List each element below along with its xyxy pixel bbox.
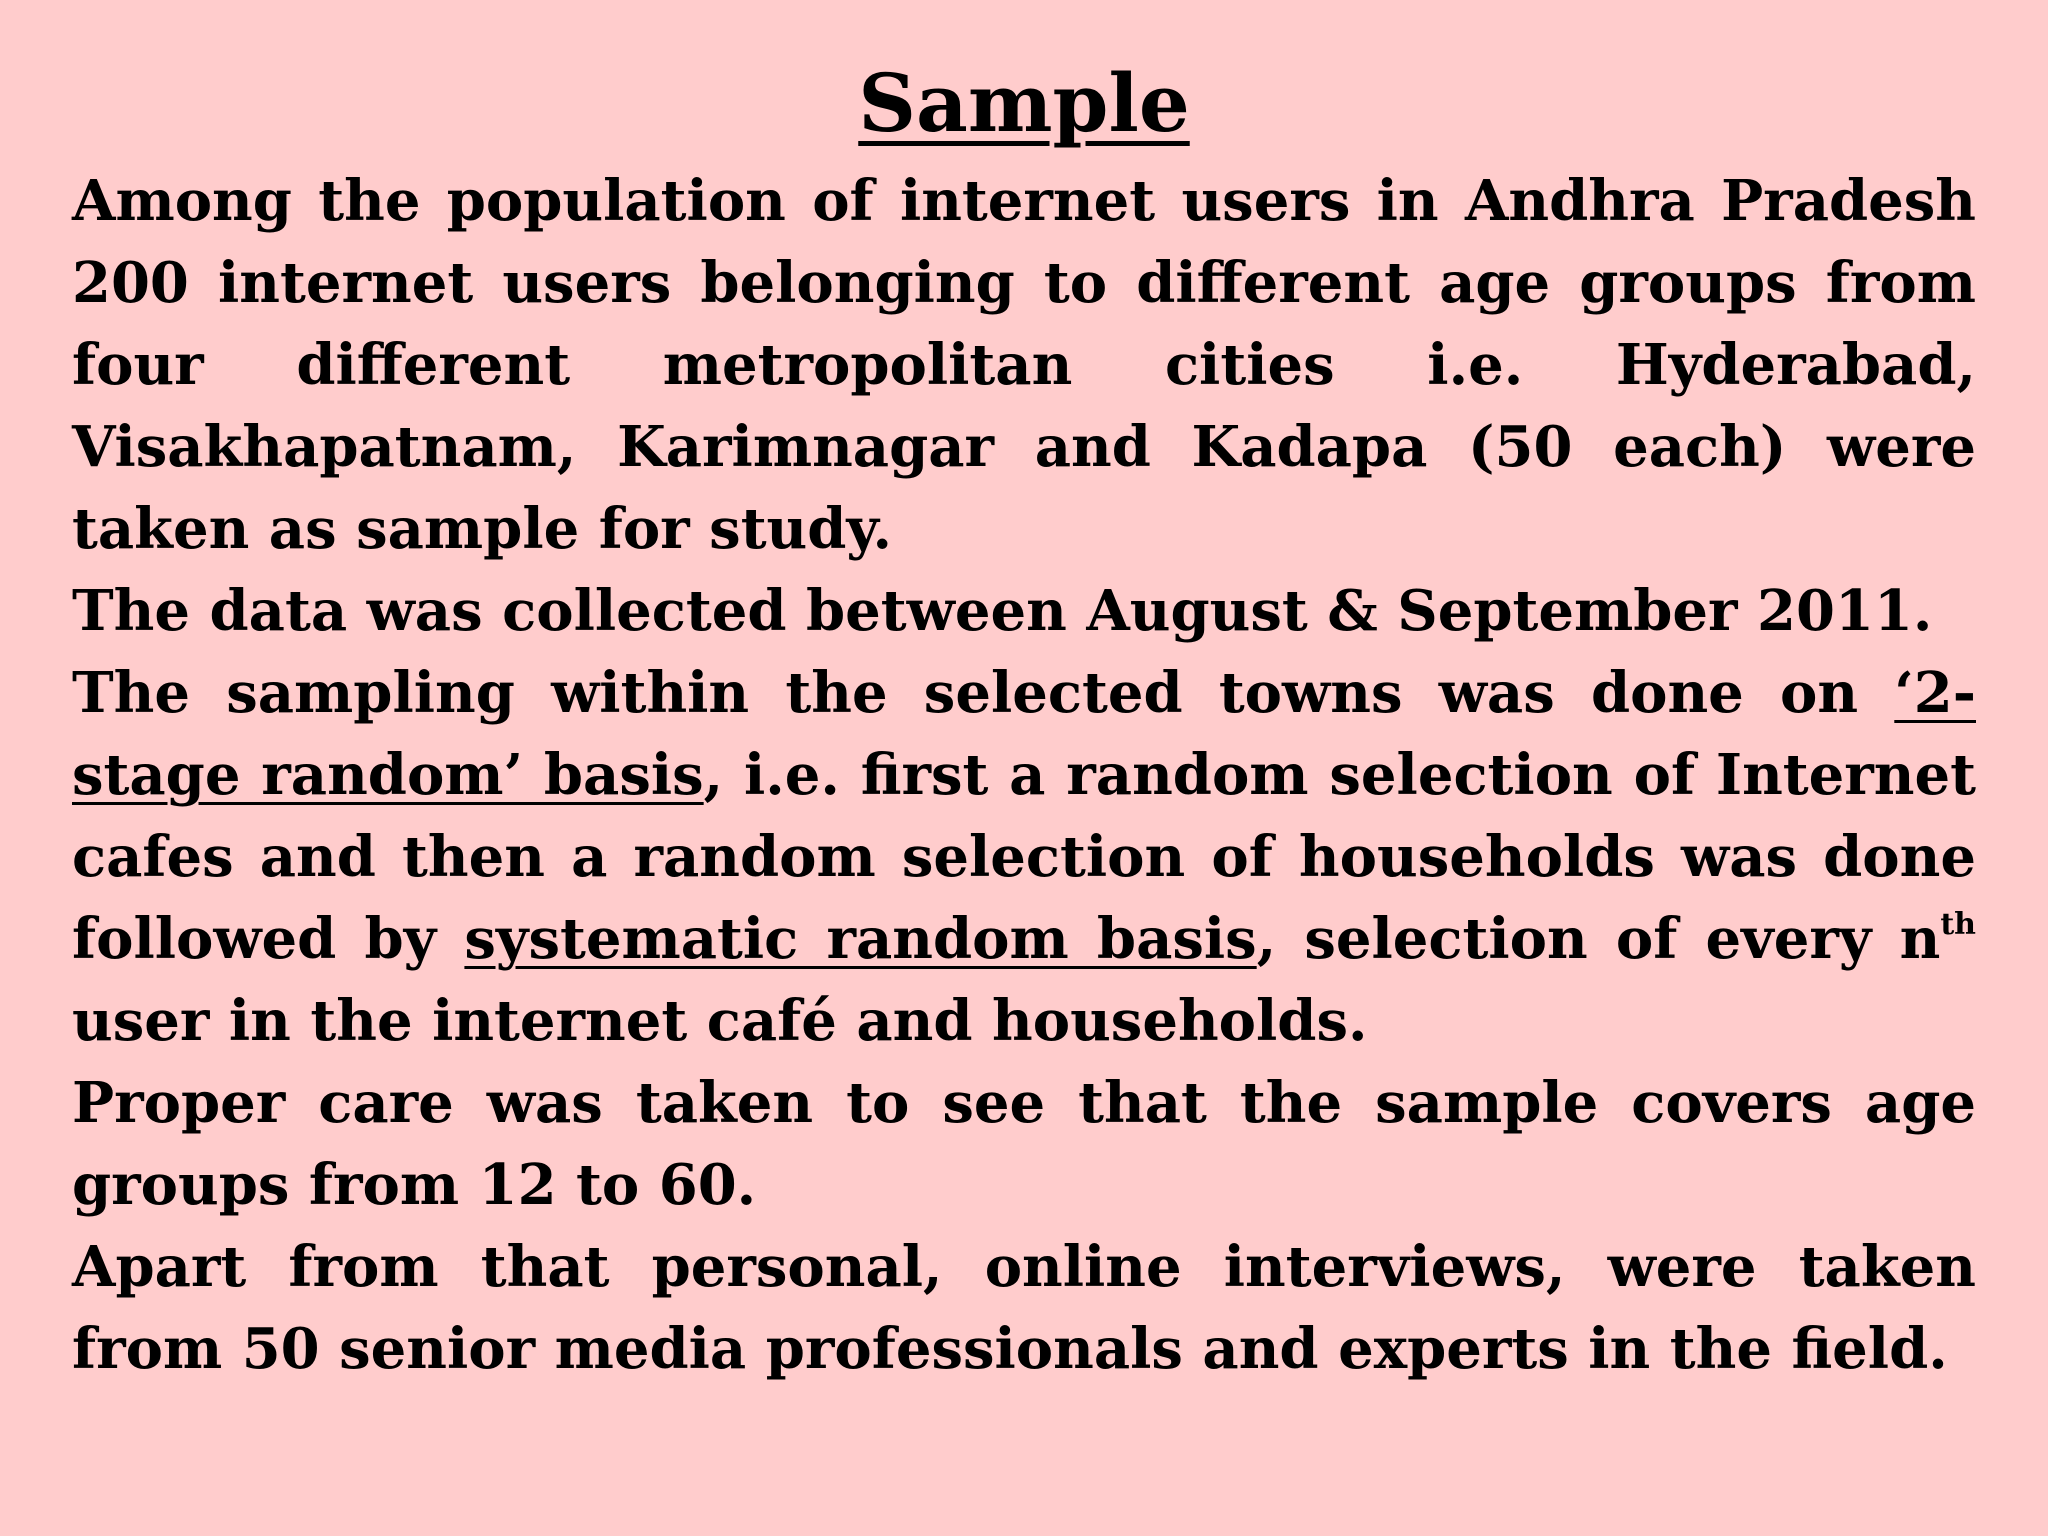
slide-body: [72, 160, 1976, 1390]
slide-title-text: Sample: [858, 56, 1190, 150]
paragraph-data-collection: The data was collected between August & September 2011.: [72, 578, 1933, 644]
systematic-random-basis-text: systematic random basis: [464, 906, 1257, 972]
sampling-text-2: , i.e. first a random selection of Internet cafes and then a random selection of households was done followed by: [72, 742, 1976, 972]
paragraph-sampling-method: [72, 652, 1976, 1062]
sampling-text-4: user in the internet café and households.: [72, 988, 1368, 1054]
paragraph-population: Among the population of internet users in Andhra Pradesh 200 internet users belonging to different age groups from four different metropolitan cities i.e. Hyderabad, Visakhapatnam, Karimnagar and Kadapa (50 each) were taken as sample for study.: [72, 168, 1976, 562]
paragraph-interviews: Apart from that personal, online interviews, were taken from 50 senior media professionals and experts in the field.: [72, 1234, 1976, 1382]
nth-superscript: th: [1940, 907, 1976, 942]
slide-title: [72, 48, 1976, 156]
sampling-text-3: , selection of every n: [1256, 906, 1941, 972]
paragraph-age-groups: Proper care was taken to see that the sample covers age groups from 12 to 60.: [72, 1070, 1976, 1218]
two-stage-random-basis-text: ‘2-stage random’ basis: [72, 660, 1976, 808]
sampling-text-1: The sampling within the selected towns was done on: [72, 660, 1895, 726]
